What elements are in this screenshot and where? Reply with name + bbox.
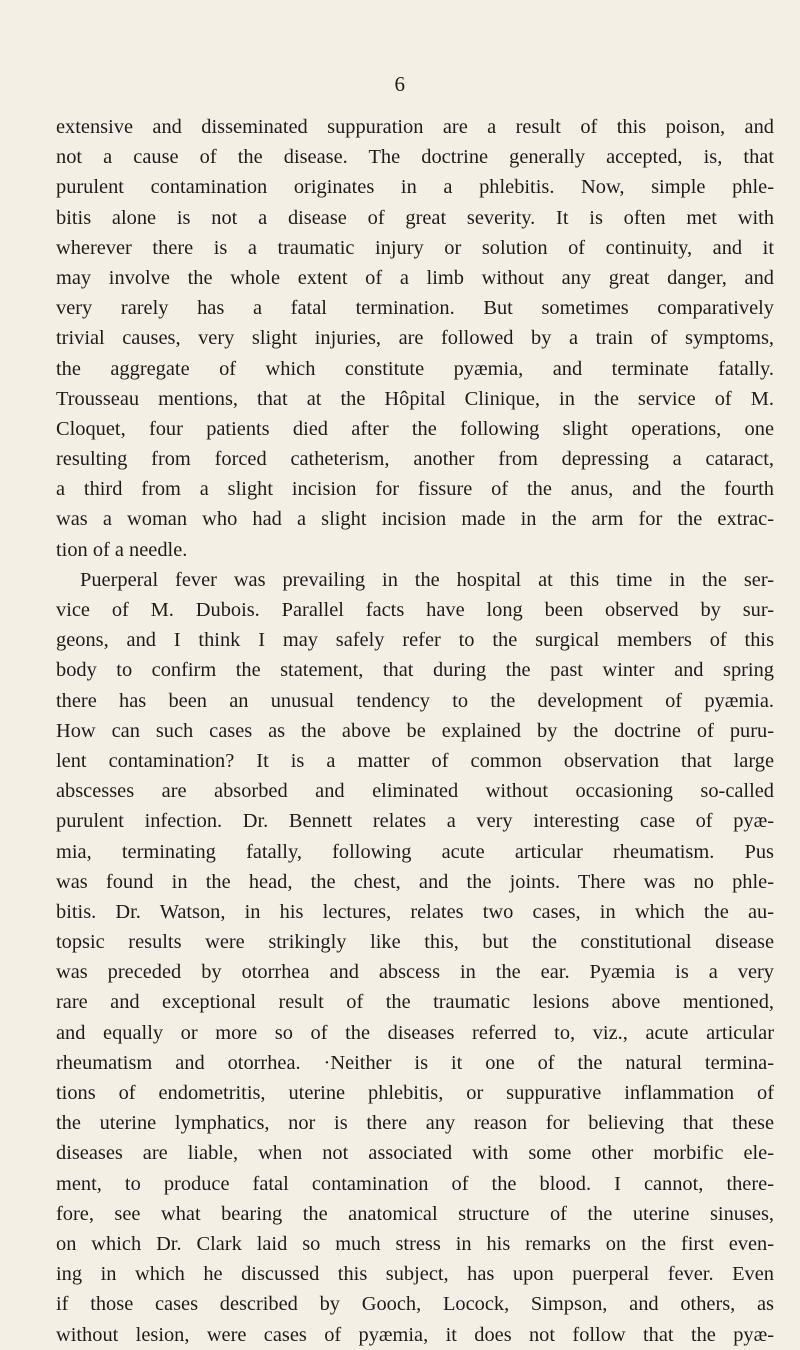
text-line: tions of endometritis, uterine phlebitis, or suppurative inflammation of — [56, 1082, 774, 1104]
text-line: was a woman who had a slight incision made in the arm for the extrac- — [56, 508, 774, 531]
text-line: diseases are liable, when not associated with some other morbific ele- — [56, 1142, 774, 1165]
text-line: abscesses are absorbed and eliminated without occasioning so-called — [56, 780, 774, 803]
text-line: very rarely has a fatal termination. But sometimes comparatively — [56, 297, 774, 320]
text-line: purulent infection. Dr. Bennett relates a very interesting case of pyæ- — [56, 810, 774, 833]
text-line: body to confirm the statement, that during the past winter and spring — [56, 659, 774, 682]
text-line: without lesion, were cases of pyæmia, it does not follow that the pyæ- — [56, 1323, 774, 1346]
text-line: there has been an unusual tendency to the development of pyæmia. — [56, 689, 774, 712]
text-line: ment, to produce fatal contamination of the blood. I cannot, there- — [56, 1172, 774, 1195]
text-line: topsic results were strikingly like this, but the constitutional disease — [56, 931, 774, 954]
text-line: vice of M. Dubois. Parallel facts have long been observed by sur- — [56, 599, 774, 621]
text-line: fore, see what bearing the anatomical structure of the uterine sinuses, — [56, 1202, 774, 1225]
body-text — [56, 112, 774, 1350]
text-line: ing in which he discussed this subject, has upon puerperal fever. Even — [56, 1263, 774, 1286]
text-line: rheumatism and otorrhea. ·Neither is it one of the natural termina- — [56, 1051, 774, 1074]
text-line: a third from a slight incision for fissure of the anus, and the fourth — [56, 478, 774, 501]
text-line: the uterine lymphatics, nor is there any reason for believing that these — [56, 1112, 774, 1135]
text-line: rare and exceptional result of the traumatic lesions above mentioned, — [56, 991, 774, 1014]
text-line: trivial causes, very slight injuries, are followed by a train of symptoms, — [56, 327, 774, 350]
paragraph-start-line: Puerperal fever was prevailing in the hospital at this time in the ser- — [80, 568, 774, 591]
text-line: lent contamination? It is a matter of common observation that large — [56, 749, 774, 772]
text-line: geons, and I think I may safely refer to the surgical members of this — [56, 629, 774, 652]
text-line: bitis. Dr. Watson, in his lectures, relates two cases, in which the au- — [56, 900, 774, 923]
text-line: the aggregate of which constitute pyæmia, and terminate fatally. — [56, 357, 774, 380]
text-line: wherever there is a traumatic injury or solution of continuity, and it — [56, 236, 774, 259]
text-line: purulent contamination originates in a phlebitis. Now, simple phle- — [56, 176, 774, 199]
text-line: bitis alone is not a disease of great severity. It is often met with — [56, 206, 774, 229]
text-line: was preceded by otorrhea and abscess in the ear. Pyæmia is a very — [56, 961, 774, 984]
text-line: resulting from forced catheterism, another from depressing a cataract, — [56, 448, 774, 471]
text-line: not a cause of the disease. The doctrine generally accepted, is, that — [56, 146, 774, 169]
text-line: and equally or more so of the diseases referred to, viz., acute articular — [56, 1021, 774, 1044]
text-line: Trousseau mentions, that at the Hôpital Clinique, in the service of M. — [56, 387, 774, 410]
text-line: extensive and disseminated suppuration are a result of this poison, and — [56, 116, 774, 138]
text-line: may involve the whole extent of a limb without any great danger, and — [56, 266, 774, 289]
text-line: on which Dr. Clark laid so much stress in his remarks on the first even- — [56, 1232, 774, 1255]
page-number: 6 — [394, 72, 406, 96]
text-line: How can such cases as the above be explained by the doctrine of puru- — [56, 719, 774, 742]
paragraph-end-line: tion of a needle. — [56, 538, 188, 561]
text-line: Cloquet, four patients died after the following slight operations, one — [56, 417, 774, 440]
text-line: if those cases described by Gooch, Locock, Simpson, and others, as — [56, 1293, 774, 1316]
text-line: was found in the head, the chest, and the joints. There was no phle- — [56, 870, 774, 893]
text-line: mia, terminating fatally, following acute articular rheumatism. Pus — [56, 840, 774, 863]
